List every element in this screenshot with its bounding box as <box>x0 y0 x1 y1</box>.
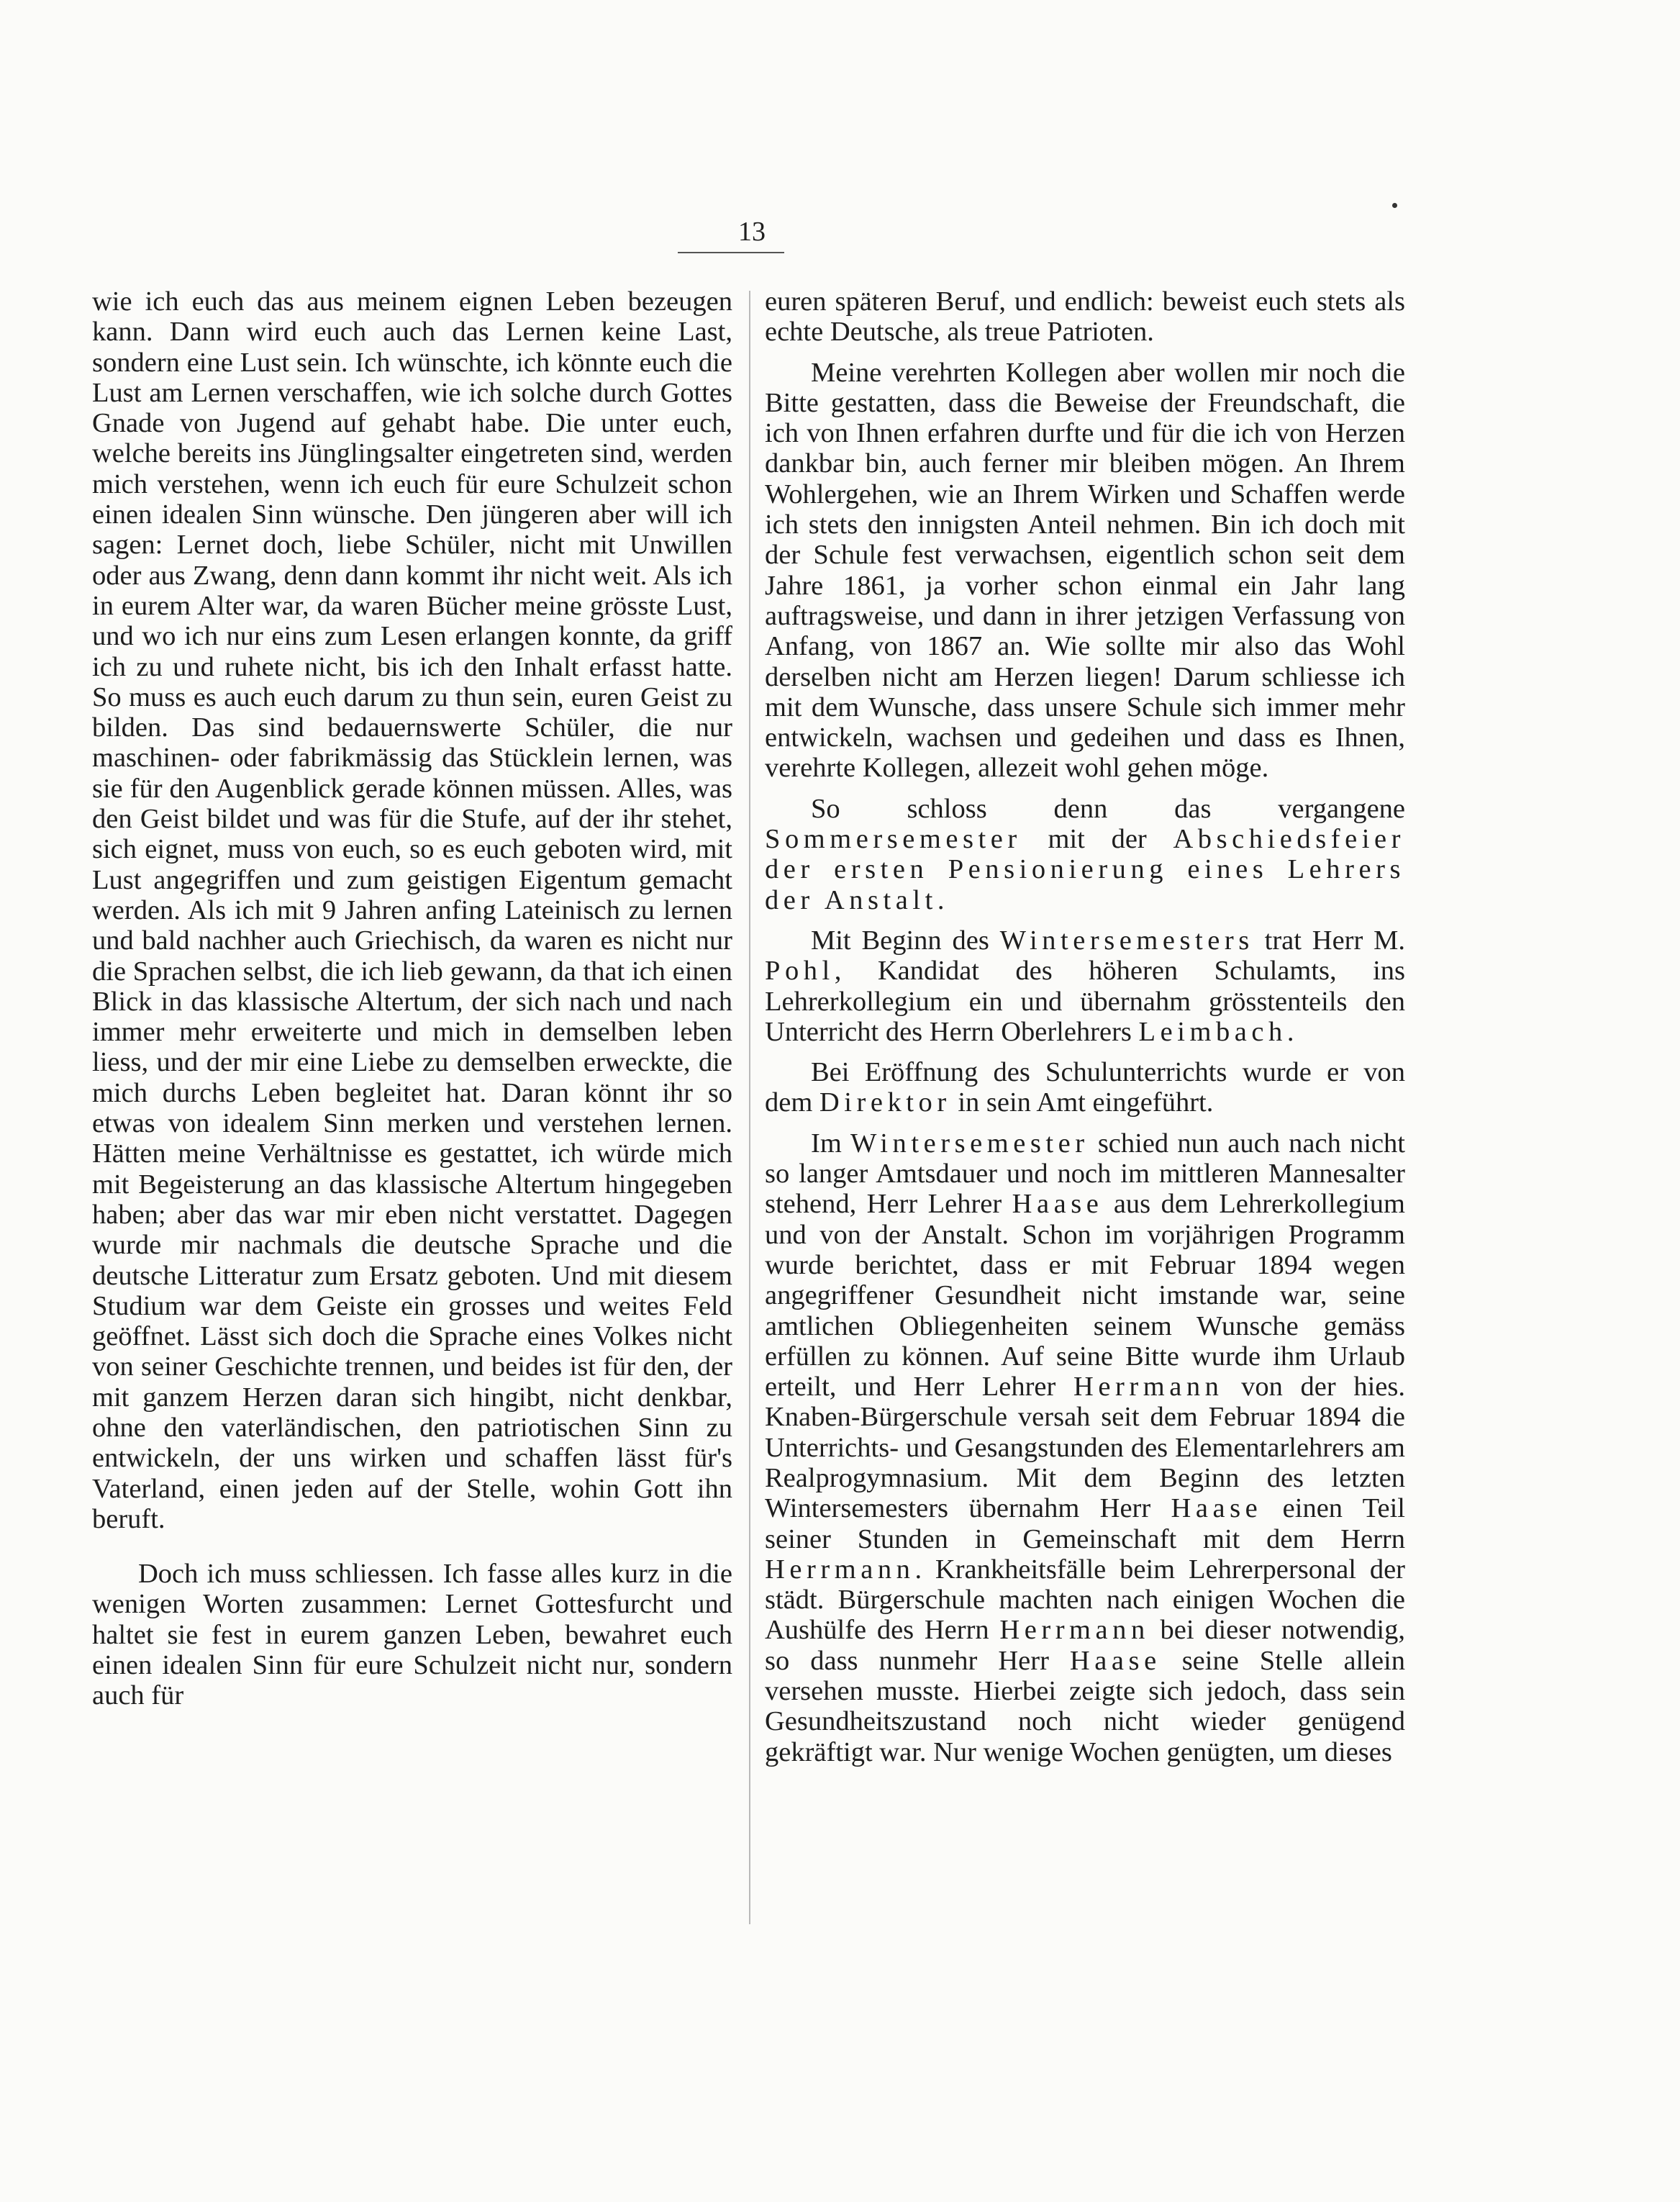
text-run: Im <box>811 1128 850 1159</box>
text-run: bei dieser notwendig, so dass nunmehr Herr <box>765 1615 1405 1676</box>
spaced-text: Pohl <box>765 956 835 987</box>
spaced-text: Sommersemester <box>765 824 1022 855</box>
right-paragraph-6 <box>765 1128 1405 1767</box>
spaced-text: Abschiedsfeier der ersten Pensionierung eines Lehrers der Anstalt <box>765 824 1405 915</box>
text-run: . Krankheitsfälle beim Lehrerpersonal der städt. Bürgerschule machten nach einigen Wochen die Aushülfe des Herrn <box>765 1554 1405 1646</box>
spaced-text: Herrmann <box>765 1554 915 1585</box>
text-run: Mit Beginn des <box>811 925 1000 956</box>
spaced-text: Haase <box>1012 1189 1104 1220</box>
text-run: . <box>937 884 945 915</box>
column-divider <box>749 291 750 1924</box>
spaced-text: Haase <box>1171 1493 1263 1524</box>
spaced-text: Direktor <box>819 1087 951 1118</box>
text-run: seine Stelle allein versehen musste. Hierbei zeigte sich jedoch, dass sein Gesundheitszustand noch nicht wieder genügend gekräftigt war. Nur wenige Wochen genügten, um dieses <box>765 1645 1405 1767</box>
spaced-text: Herrmann <box>1073 1372 1224 1403</box>
text-run: einen Teil seiner Stunden in Gemeinschaft mit dem Herrn <box>765 1493 1405 1554</box>
text-run: Bei Eröffnung des Schulunterrichts wurde er von dem <box>765 1057 1405 1118</box>
text-run: von der hies. Knaben-Bürgerschule versah seit dem Februar 1894 die Unterrichts- und Gesangstunden des Elementarlehrers am Realprogymnasium. Mit dem Beginn des letzten Wintersemesters übernahm Herr <box>765 1372 1405 1524</box>
right-paragraph-5 <box>765 1057 1405 1118</box>
left-paragraph-1: wie ich euch das aus meinem eignen Leben bezeugen kann. Dann wird euch auch das Lernen keine Last, sondern eine Lust sein. Ich wünschte, ich könnte euch die Lust am Lernen verschaffen, wie ich solche durch Gottes Gnade von Jugend auf gehabt habe. Die unter euch, welche bereits ins Jünglingsalter eingetreten sind, werden mich verstehen, wenn ich euch für eure Schulzeit schon einen idealen Sinn wünsche. Den jüngeren aber will ich sagen: Lernet doch, liebe Schüler, nicht mit Unwillen oder aus Zwang, denn dann kommt ihr nicht weit. Als ich in eurem Alter war, da waren Bücher meine grösste Lust, und wo ich nur eins zum Lesen erlangen konnte, da griff ich zu und ruhete nicht, bis ich den Inhalt erfasst hatte. So muss es auch euch darum zu thun sein, euren Geist zu bilden. Das sind bedauernswerte Schüler, die nur maschinen- oder fabrikmässig das Stücklein lernen, was sie für den Augenblick gerade können müssen. Alles, was den Geist bildet und was für die Stufe, auf der ihr stehet, sich eignet, muss von euch, so es euch geboten wird, mit Lust angegriffen und zum geistigen Eigentum gemacht werden. Als ich mit 9 Jahren anfing Lateinisch zu lernen und bald nachher auch Griechisch, da waren es nicht nur die Sprachen selbst, die ich lieb gewann, da that ich einen Blick in das klassische Altertum, der sich nach und nach immer mehr erweiterte und mich in demselben leben liess, und der mir eine Liebe zu demselben erweckte, die mich durchs Leben begleitet hat. Daran könnt ihr so etwas von idealem Sinn merken und verstehen lernen. Hätten meine Verhältnisse es gestattet, ich würde mich mit Begeisterung an das klassische Altertum hingegeben haben; aber das war mir eben nicht verstattet. Dagegen wurde mir nachmals die deutsche Sprache und die deutsche Litteratur zum Ersatz geboten. Und mit diesem Studium war dem Geiste ein grosses und weites Feld geöffnet. Lässt sich doch die Sprache eines Volkes nicht von seiner Geschichte trennen, und beides ist für den, der mit ganzem Herzen daran sich hingibt, nicht denkbar, ohne den vaterländischen, den patriotischen Sinn zu entwickeln, der uns wirken und schaffen lässt für's Vaterland, einen jeden auf der Stelle, wohin Gott ihn beruft. <box>92 286 732 1534</box>
spaced-text: Haase <box>1069 1645 1161 1676</box>
spaced-text: Herrmann <box>999 1615 1150 1646</box>
text-run: mit der <box>1021 824 1173 855</box>
page-number-rule <box>678 252 784 253</box>
text-run: aus dem Lehrerkollegium und von der Anstalt. Schon im vorjährigen Programm wurde berichtet, dass er mit Februar 1894 wegen angegriffener Gesundheit nicht imstande war, seine amtlichen Obliegenheiten seinem Wunsche gemäss erfüllen zu können. Auf seine Bitte wurde ihm Urlaub erteilt, und Herr Lehrer <box>765 1189 1405 1403</box>
spaced-text: Wintersemester <box>850 1128 1089 1159</box>
spaced-text: Wintersemesters <box>999 925 1254 956</box>
right-paragraph-4 <box>765 925 1405 1047</box>
left-column <box>92 286 732 1711</box>
right-paragraph-1: euren späteren Beruf, und endlich: beweist euch stets als echte Deutsche, als treue Patrioten. <box>765 286 1405 348</box>
right-paragraph-2: Meine verehrten Kollegen aber wollen mir noch die Bitte gestatten, dass die Beweise der Freundschaft, die ich von Ihnen erfahren durfte und für die ich von Herzen dankbar bin, auch ferner mir bleiben mögen. An Ihrem Wohlergehen, wie an Ihrem Wirken und Schaffen werde ich stets den innigsten Anteil nehmen. Bin ich doch mit der Schule fest verwachsen, eigentlich schon seit dem Jahre 1861, ja vorher schon einmal ein Jahr lang auftragsweise, und dann in ihrer jetzigen Verfassung von Anfang, von 1867 an. Wie sollte mir also das Wohl derselben nicht am Herzen liegen! Darum schliesse ich mit dem Wunsche, dass unsere Schule sich immer mehr entwickeln, wachsen und gedeihen und dass es Ihnen, verehrte Kollegen, allezeit wohl gehen möge. <box>765 357 1405 784</box>
right-column <box>765 286 1405 1767</box>
ink-dot <box>1392 203 1397 208</box>
left-paragraph-2: Doch ich muss schliessen. Ich fasse alles kurz in die wenigen Worten zusammen: Lernet Gottesfurcht und haltet sie fest in eurem ganzen Leben, bewahret euch einen idealen Sinn für eure Schulzeit nicht nur, sondern auch für <box>92 1559 732 1711</box>
text-run: . <box>1286 1016 1294 1047</box>
text-run: trat Herr M. <box>1253 925 1405 956</box>
text-run: schied nun auch nach nicht so langer Amtsdauer und noch im mittleren Mannesalter stehend, Herr Lehrer <box>765 1128 1405 1220</box>
spaced-text: Leimbach <box>1138 1016 1287 1047</box>
page-number: 13 <box>738 217 766 247</box>
text-run: , Kandidat des höheren Schulamts, ins Lehrerkollegium ein und übernahm grösstenteils den Unterricht des Herrn Oberlehrers <box>765 956 1405 1047</box>
text-run: So schloss denn das vergangene <box>811 793 1405 824</box>
right-paragraph-3 <box>765 794 1405 915</box>
text-run: in sein Amt eingeführt. <box>950 1087 1214 1118</box>
